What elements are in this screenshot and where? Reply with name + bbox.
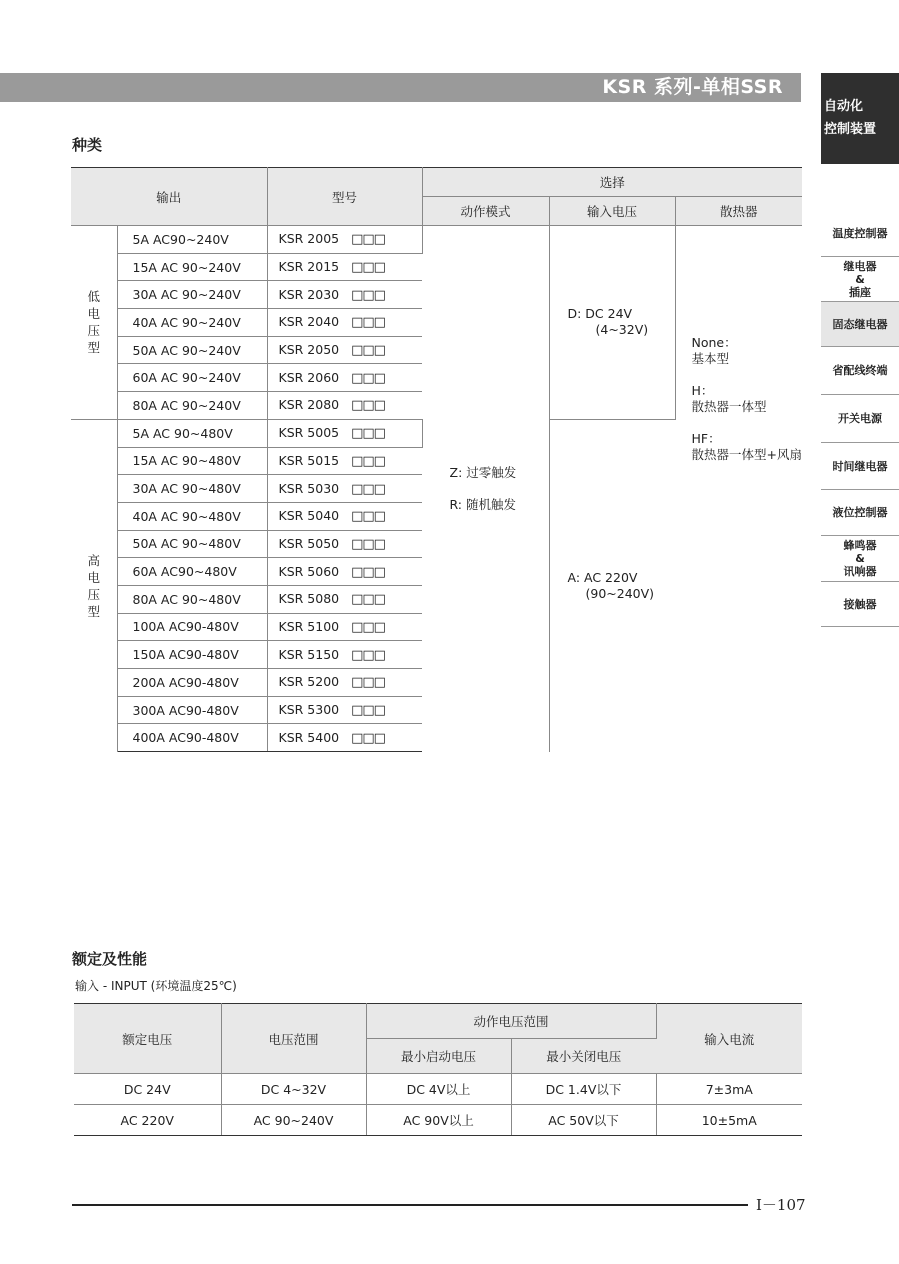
option-boxes: □□□ [351,315,385,331]
range-cell: AC 90~240V [221,1105,366,1136]
option-boxes: □□□ [351,370,385,386]
header-min-close: 最小关闭电压 [511,1039,656,1074]
input-table [74,1003,802,1136]
option-boxes: □□□ [351,592,385,608]
option-boxes: □□□ [351,453,385,469]
header-model: 型号 [267,168,422,226]
group-label-high: 高 电 压 型 [71,419,117,751]
close-cell: DC 1.4V以下 [511,1074,656,1105]
side-nav-item-timer[interactable]: 时间继电器 [821,443,899,490]
side-nav-item-buzzer[interactable]: 蜂鸣器 & 讯响器 [821,536,899,582]
mode-cell [422,226,549,752]
heatsink-h-desc: 散热器一体型 [691,398,767,414]
output-cell: 200A AC90-480V [117,669,267,697]
header-action-range: 动作电压范围 [366,1004,656,1039]
model-cell: KSR 5060 □□□ [267,558,422,586]
model-cell: KSR 2050 □□□ [267,336,422,364]
header-min-start: 最小启动电压 [366,1039,511,1074]
output-cell: 15A AC 90~480V [117,447,267,475]
header-voltage-range: 电压范围 [221,1004,366,1074]
input-subtitle: 输入 - INPUT (环境温度25℃) [75,979,237,993]
model-cell: KSR 5040 □□□ [267,502,422,530]
model-cell: KSR 5050 □□□ [267,530,422,558]
option-boxes: □□□ [351,343,385,359]
mode-random: R: 随机触发 [449,496,516,512]
voltage-dc-line1: D: DC 24V [567,306,633,322]
page-number: Ⅰ－107 [756,1196,806,1214]
model-cell: KSR 5015 □□□ [267,447,422,475]
model-cell: KSR 2030 □□□ [267,281,422,309]
start-cell: DC 4V以上 [366,1074,511,1105]
close-cell: AC 50V以下 [511,1105,656,1136]
output-cell: 40A AC 90~240V [117,309,267,337]
option-boxes: □□□ [351,703,385,719]
section-title-ratings: 额定及性能 [72,950,148,968]
output-cell: 300A AC90-480V [117,696,267,724]
voltage-dc-line2: (4~32V) [595,322,649,338]
heatsink-hf-code: HF： [691,430,721,446]
voltage-dc-cell [549,226,675,420]
output-cell: 400A AC90-480V [117,724,267,752]
heatsink-h-code: H： [691,382,714,398]
section-title-types: 种类 [72,136,103,154]
model-cell: KSR 2040 □□□ [267,309,422,337]
option-boxes: □□□ [351,730,385,746]
rated-cell: DC 24V [74,1074,221,1105]
model-cell: KSR 5080 □□□ [267,585,422,613]
option-boxes: □□□ [351,564,385,580]
output-cell: 5A AC90~240V [117,226,267,254]
model-cell: KSR 2060 □□□ [267,364,422,392]
table-row [74,1105,802,1136]
output-cell: 30A AC 90~480V [117,475,267,503]
rated-cell: AC 220V [74,1105,221,1136]
output-cell: 15A AC 90~240V [117,253,267,281]
range-cell: DC 4~32V [221,1074,366,1105]
footer-rule [72,1204,748,1206]
option-boxes: □□□ [351,509,385,525]
start-cell: AC 90V以上 [366,1105,511,1136]
side-nav [821,211,899,627]
header-heatsink: 散热器 [675,197,802,226]
voltage-ac-cell [549,419,675,751]
side-category-tab[interactable] [821,73,899,164]
voltage-ac-line1: A: AC 220V [567,569,638,585]
option-boxes: □□□ [351,287,385,303]
side-nav-item-terminal[interactable]: 省配线终端 [821,347,899,395]
option-boxes: □□□ [351,619,385,635]
model-cell: KSR 5005 □□□ [267,419,422,447]
current-cell: 7±3mA [656,1074,802,1105]
model-cell: KSR 5150 □□□ [267,641,422,669]
header-voltage: 输入电压 [549,197,675,226]
output-cell: 80A AC 90~240V [117,392,267,420]
header-output: 输出 [71,168,267,226]
voltage-ac-line2: (90~240V) [585,585,655,601]
output-cell: 150A AC90-480V [117,641,267,669]
header-mode: 动作模式 [422,197,549,226]
model-cell: KSR 2005 □□□ [267,226,422,254]
heatsink-cell [675,226,802,752]
current-cell: 10±5mA [656,1105,802,1136]
model-cell: KSR 2080 □□□ [267,392,422,420]
model-cell: KSR 5100 □□□ [267,613,422,641]
option-boxes: □□□ [351,481,385,497]
model-cell: KSR 5030 □□□ [267,475,422,503]
side-tab-line2: 控制装置 [824,122,877,137]
output-cell: 40A AC 90~480V [117,502,267,530]
side-nav-item-contactor[interactable]: 接触器 [821,582,899,627]
model-cell: KSR 5400 □□□ [267,724,422,752]
side-tab-line1: 自动化 [824,99,864,114]
table-row [74,1074,802,1105]
output-cell: 30A AC 90~240V [117,281,267,309]
header-rated-voltage: 额定电压 [74,1004,221,1074]
heatsink-none-code: None： [691,334,737,350]
output-cell: 100A AC90-480V [117,613,267,641]
model-cell: KSR 2015 □□□ [267,253,422,281]
group-label-low: 低 电 压 型 [71,226,117,420]
header-title: KSR 系列-单相SSR [602,76,783,98]
model-cell: KSR 5300 □□□ [267,696,422,724]
option-boxes: □□□ [351,426,385,442]
model-cell: KSR 5200 □□□ [267,669,422,697]
types-table [71,167,802,752]
side-nav-item-power[interactable]: 开关电源 [821,395,899,443]
heatsink-hf-desc: 散热器一体型+风扇 [691,446,802,462]
output-cell: 5A AC 90~480V [117,419,267,447]
output-cell: 60A AC 90~240V [117,364,267,392]
header-select: 选择 [422,168,802,197]
output-cell: 80A AC 90~480V [117,585,267,613]
header-bar [0,73,801,102]
option-boxes: □□□ [351,536,385,552]
header-input-current: 输入电流 [656,1004,802,1074]
output-cell: 50A AC 90~480V [117,530,267,558]
option-boxes: □□□ [351,647,385,663]
output-cell: 60A AC90~480V [117,558,267,586]
output-cell: 50A AC 90~240V [117,336,267,364]
heatsink-none-desc: 基本型 [691,350,730,366]
side-nav-item-relay[interactable]: 继电器 & 插座 [821,257,899,302]
side-nav-item-temperature[interactable]: 温度控制器 [821,211,899,257]
option-boxes: □□□ [351,232,385,248]
mode-zero-cross: Z: 过零触发 [449,464,517,480]
side-nav-item-ssr[interactable]: 固态继电器 [821,302,899,347]
option-boxes: □□□ [351,260,385,276]
option-boxes: □□□ [351,675,385,691]
option-boxes: □□□ [351,398,385,414]
side-nav-item-level[interactable]: 液位控制器 [821,490,899,536]
